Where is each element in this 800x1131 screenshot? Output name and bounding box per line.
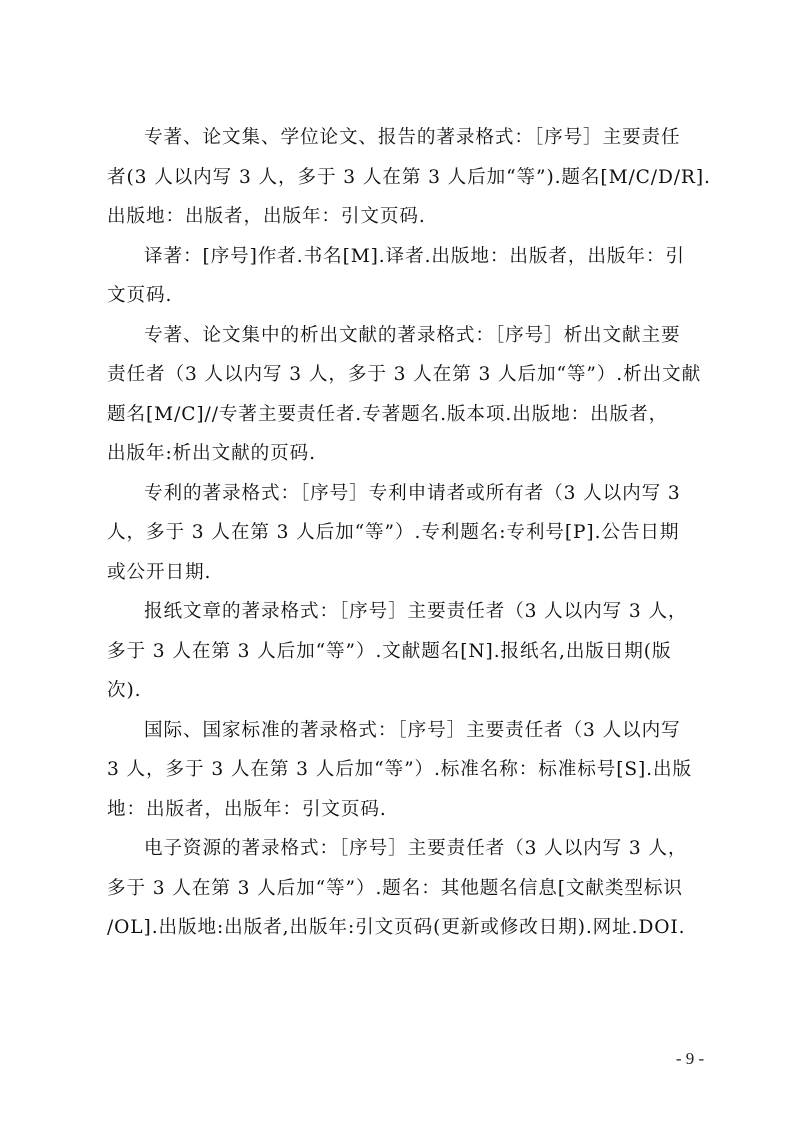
text-line: 专著、论文集、学位论文、报告的著录格式：［序号］主要责任 (144, 127, 681, 148)
text-line: 3 人，多于 3 人在第 3 人后加“等”）.标准名称：标准标号[S].出版 (107, 759, 692, 780)
text-line: /OL].出版地:出版者,出版年:引文页码(更新或修改日期).网址.DOI. (107, 917, 686, 938)
text-line: 多于 3 人在第 3 人后加“等”）.文献题名[N].报纸名,出版日期(版 (107, 640, 672, 662)
paragraph-analytic-format (107, 316, 711, 474)
text-line: 国际、国家标准的著录格式：［序号］主要责任者（3 人以内写 (144, 719, 681, 741)
text-line: 或公开日期. (107, 561, 212, 583)
paragraph-translation-format (107, 237, 711, 316)
text-line: 次). (107, 680, 142, 701)
page-number: - 9 - (675, 1049, 705, 1068)
paragraph-electronic-format (107, 829, 711, 948)
text-line: 题名[M/C]//专著主要责任者.专著题名.版本项.出版地：出版者， (107, 403, 669, 425)
text-line: 电子资源的著录格式：［序号］主要责任者（3 人以内写 3 人， (144, 838, 688, 859)
paragraph-newspaper-format (107, 592, 711, 711)
text-line: 专著、论文集中的析出文献的著录格式：［序号］析出文献主要 (144, 324, 681, 346)
document-body (107, 118, 711, 948)
paragraph-patent-format (107, 474, 711, 593)
text-line: 地：出版者，出版年：引文页码. (107, 798, 387, 820)
text-line: 译著：[序号]作者.书名[M].译者.出版地：出版者，出版年：引 (144, 245, 685, 267)
text-line: 专利的著录格式：［序号］专利申请者或所有者（3 人以内写 3 (144, 482, 681, 504)
text-line: 多于 3 人在第 3 人后加“等”）.题名：其他题名信息[文献类型标识 (107, 877, 683, 899)
text-line: 人，多于 3 人在第 3 人后加“等”）.专利题名:专利号[P].公告日期 (107, 522, 680, 543)
text-line: 责任者（3 人以内写 3 人，多于 3 人在第 3 人后加“等”）.析出文献 (107, 364, 702, 385)
text-line: 出版年:析出文献的页码. (107, 443, 316, 464)
paragraph-monograph-format (107, 118, 711, 237)
text-line: 文页码. (107, 285, 173, 306)
text-line: 者(3 人以内写 3 人，多于 3 人在第 3 人后加“等”).题名[M/C/D/R]. (107, 166, 711, 188)
text-line: 报纸文章的著录格式：［序号］主要责任者（3 人以内写 3 人， (144, 601, 688, 622)
paragraph-standard-format (107, 711, 711, 830)
text-line: 出版地：出版者，出版年：引文页码. (107, 206, 426, 227)
